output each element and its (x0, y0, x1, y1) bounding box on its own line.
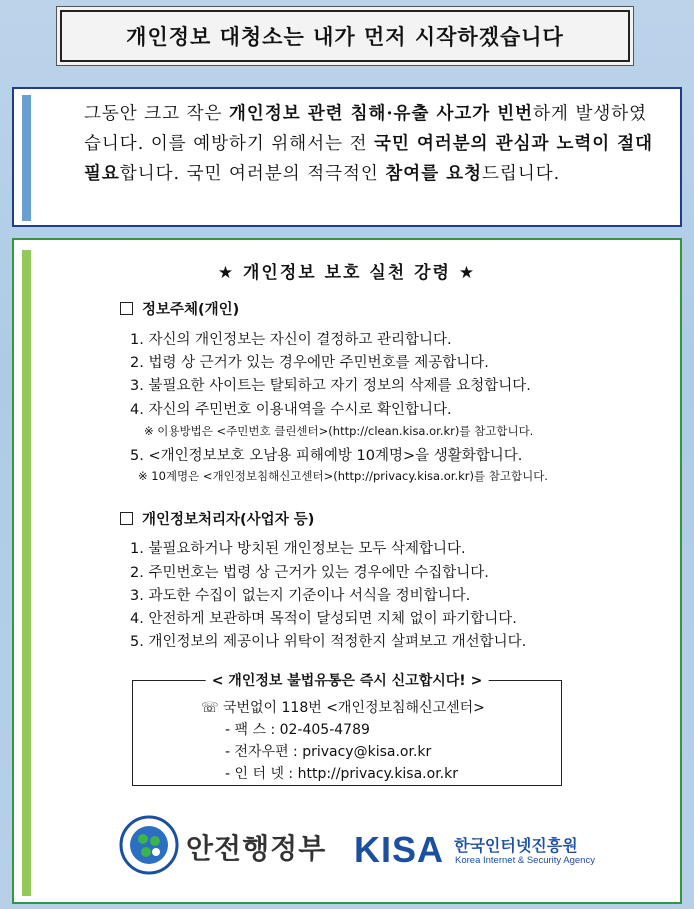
main-panel (12, 238, 682, 904)
intro-emphasis: 참여를 요청 (385, 164, 483, 184)
list-item: 2. 법령 상 근거가 있는 경우에만 주민번호를 제공합니다. (130, 355, 489, 371)
report-web: - 인 터 넷 : http://privacy.kisa.or.kr (225, 766, 458, 782)
list-item: 5. <개인정보보호 오남용 피해예방 10계명>을 생활화합니다. (130, 448, 523, 464)
kisa-korean-name: 한국인터넷진흥원 (454, 836, 578, 855)
note-line: ※ 이용방법은 <주민번호 클린센터>(http://clean.kisa.or.kr)를 참고합니다. (144, 424, 534, 438)
report-title: < 개인정보 불법유통은 즉시 신고합시다! > (206, 670, 489, 690)
list-item: 1. 불필요하거나 방치된 개인정보는 모두 삭제합니다. (130, 541, 466, 557)
mois-logo-text: 안전행정부 (186, 832, 327, 865)
report-phone: ☏ 국번없이 118번 <개인정보침해신고센터> (201, 700, 485, 716)
checkbox-square-icon (120, 512, 133, 525)
intro-emphasis: 개인정보 관련 침해·유출 사고가 빈번 (229, 104, 534, 124)
list-item: 5. 개인정보의 제공이나 위탁이 적정한지 살펴보고 개선합니다. (130, 634, 527, 650)
section-title-individual: 정보주체(개인) (120, 298, 239, 319)
report-box (132, 673, 562, 786)
intro-text-run: 하게 발생하였습니다. 이를 예방하기 위해서는 전 (84, 104, 648, 154)
checkbox-square-icon (120, 302, 133, 315)
intro-emphasis: 국민 여러분의 관심과 노력이 절대 필요 (84, 134, 654, 184)
report-email: - 전자우편 : privacy@kisa.or.kr (225, 744, 432, 760)
list-item: 4. 안전하게 보관하며 목적이 달성되면 지체 없이 파기합니다. (130, 611, 517, 627)
list-item: 1. 자신의 개인정보는 자신이 결정하고 관리합니다. (130, 332, 452, 348)
main-accent-bar (22, 250, 31, 896)
list-item: 4. 자신의 주민번호 이용내역을 수시로 확인합니다. (130, 402, 452, 418)
report-fax: - 팩 스 : 02-405-4789 (225, 722, 370, 738)
intro-paragraph (84, 99, 664, 189)
main-heading: ★ 개인정보 보호 실천 강령 ★ (217, 263, 477, 283)
footer-logos (14, 815, 680, 885)
intro-text-run: 합니다. 국민 여러분의 적극적인 (119, 164, 386, 184)
note-line: ※ 10계명은 <개인정보침해신고센터>(http://privacy.kisa.or.kr)를 참고합니다. (138, 469, 548, 483)
intro-text-run: 그동안 크고 작은 (84, 104, 230, 124)
intro-text-run: 드립니다. (482, 164, 561, 184)
list-item: 3. 불필요한 사이트는 탈퇴하고 자기 정보의 삭제를 요청합니다. (130, 378, 531, 394)
intro-panel (12, 87, 682, 227)
list-item: 2. 주민번호는 법령 상 근거가 있는 경우에만 수집합니다. (130, 565, 489, 581)
kisa-logo-text: KISA (354, 829, 445, 870)
page-title-text: 개인정보 대청소는 내가 먼저 시작하겠습니다 (126, 25, 564, 49)
section-title-business: 개인정보처리자(사업자 등) (120, 508, 314, 529)
list-item: 3. 과도한 수집이 없는지 기준이나 서식을 정비합니다. (130, 588, 471, 604)
page-title (60, 10, 630, 62)
kisa-english-name: Korea Internet & Security Agency (455, 855, 595, 866)
mois-seal-icon (119, 815, 179, 875)
intro-accent-bar (22, 95, 31, 221)
